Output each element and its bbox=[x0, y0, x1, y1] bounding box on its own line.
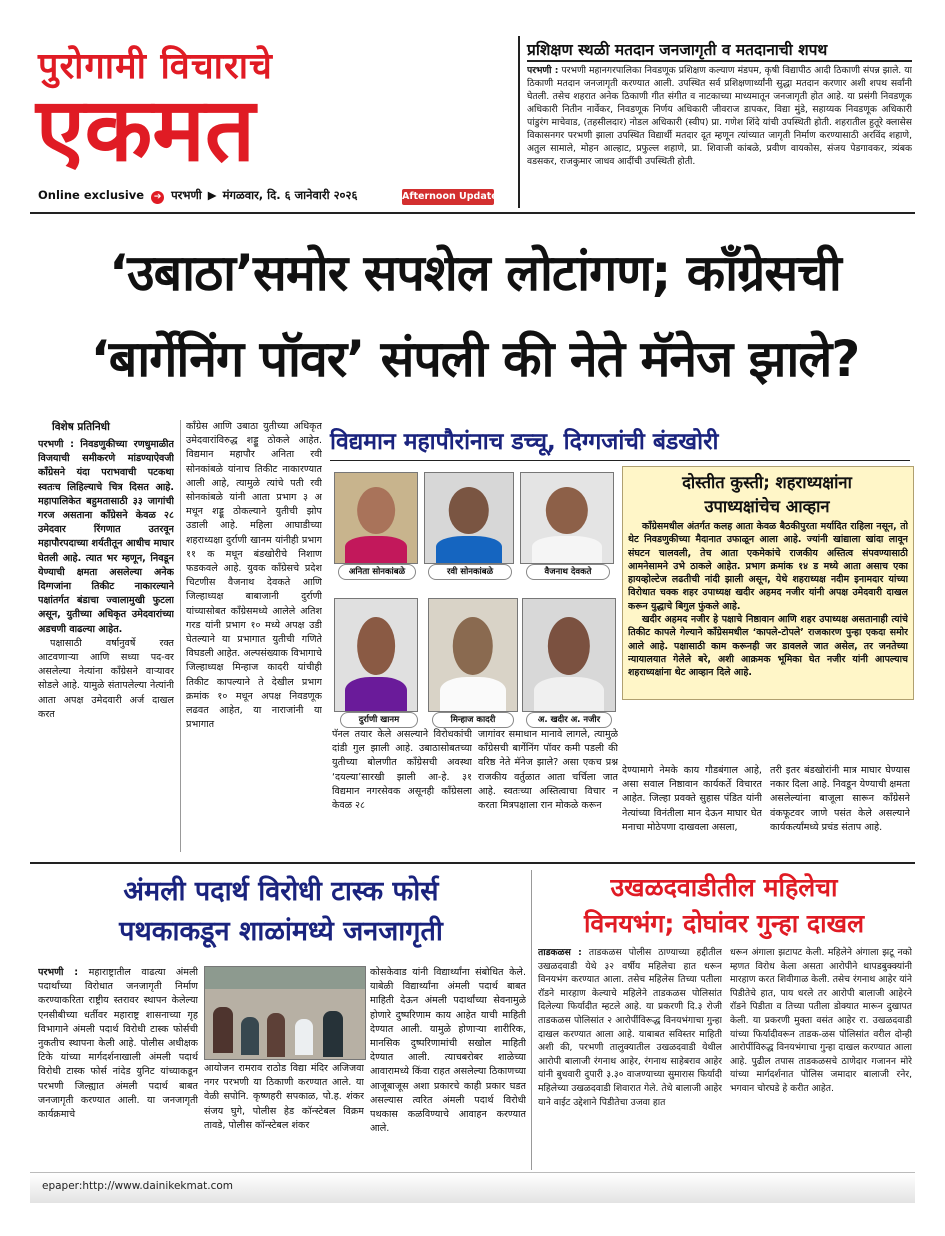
afternoon-update-badge: Afternoon Update bbox=[402, 189, 494, 205]
arrow-right-icon: ➔ bbox=[151, 191, 164, 204]
top-story-body bbox=[527, 64, 912, 206]
caption-6: अ. खदीर अ. नजीर bbox=[526, 712, 612, 728]
lead-column-4: जागांवर समाधान मानावे लागले, त्यामुळे काँग्रेसची बार्गेनिंग पॉवर कमी पडली की वरिष्ठ नेते मॅनेज झाले? असा एकच प्रश्न राजकीय वर्तुळात आता चर्चिला जात आहे. स्वतःच्या अस्तित्वाचा विचार न करता मित्रपक्षाला रान मोकळे करून bbox=[478, 729, 618, 812]
city-label: परभणी bbox=[171, 188, 202, 202]
lead-column-2: काँग्रेस आणि उबाठा युतीच्या अधिकृत उमेदवारांविरुद्ध शड्डू ठोकले आहेत. विद्यमान महापौर अनिता रवी सोनकांबळे यांनाच तिकीट नाकारण्यात आली आहे, त्यामुळे त्यांचे पती रवी सोनकांबळे यांनी आता प्रभाग ३ अ मधून शड्डू ठोकल्याने युतीची झोप उडाली आहे. महिला आघाडीच्या शहराध्यक्षा दुर्राणी खानम यांनीही प्रभाग ११ क मधून बंडखोरीचे निशाण फडकवले आहे. युवक काँग्रेसचे प्रदेश चिटणीस वैजनाथ देवकते आणि जिल्हाध्यक्ष बाबाजानी दुर्राणी यांच्यासोबत काँग्रेसमध्ये आलेले अतिश गरड यांनी प्रभाग १० मध्ये अपक्ष उडी घेतल्याने या प्रभागात युतीची गणिते विघडली आहेत. अल्पसंख्याक विभागाचे जिल्हाध्यक्ष मिन्हाज कादरी यांचीही तिकीट कापल्याने ते देखील प्रभाग क्रमांक १० मधून अपक्ष निवडणूक लढवत आहेत, या नाराजांनी या प्रभागात bbox=[186, 421, 322, 731]
main-headline-line2: ‘बार्गेनिंग पॉवर’ संपली की नेते मॅनेज झाले? bbox=[90, 330, 860, 388]
drug-story-col3: कोसकेवाड यांनी विद्यार्थ्यांना संबोधित केले. याबेळी विद्यार्थ्यांना अंमली पदार्थ बाबत माहिती देऊन अंमली पदार्थांच्या सेवनामुळे होणारे दुष्परिणाम काय आहेत याची माहिती देण्यात आली. यामुळे होणाऱ्या शारीरिक, मानसिक दुष्परिणामांची सखोल माहिती देण्यात आली. त्याचबरोबर शाळेच्या आवारामध्ये किंवा राहत असलेल्या ठिकाणच्या आजूबाजूस अशा प्रकारचे काही प्रकार घडत असल्यास त्वरित अंमली पदार्थ विरोधी पथकास कळविण्याचे आवाहन करण्यात आले. bbox=[370, 967, 526, 1135]
photo-ravi-sonkamble bbox=[424, 472, 514, 564]
box-para-1: काँग्रेसमधील अंतर्गत कलह आता केवळ बैठकीपुरता मर्यादित राहिला नसून, तो थेट निवडणुकीच्या मैदानात उफाळून आला आहे. ज्यांनी खांद्याला खांदा लावून संघटन चालवली, तेच आता एकमेकांचे राजकीय अस्तित्व संपवण्यासाठी आमनेसामने उभे ठाकले आहेत. प्रभाग क्रमांक १४ ड मध्ये आता असाच एका हायव्होल्टेज लढतीची नांदी झाली असून, येथे शहराध्यक्ष नदीम इनामदार यांच्या विरोधात चक्क शहर उपाध्यक्ष खदीर अहमद नजीर यांनी अपक्ष उमेदवारी दाखल करून युद्धाचे बिगुल फुंकले आहे. bbox=[628, 521, 908, 612]
masthead-title: एकमत bbox=[36, 78, 256, 181]
top-story-dateline: परभणी : bbox=[527, 65, 559, 76]
drug-story-text1: महाराष्ट्रातील वाढत्या अंमली पदार्थांच्या विरोधात जनजागृती निर्माण करण्याकरिता राष्ट्रीय स्तरावर स्थापन केलेल्या एनसीबीच्या धर्तीवर महाराष्ट्र शासनाच्या गृह विभागाने अंमली पदार्थ विरोधी टास्क फोर्सची नुकतीच स्थापना केली आहे. पोलीस अधीक्षक टिके यांच्या मार्गदर्शनाखाली अंमली पदार्थ विरोधी टास्क फोर्स नांदेड युनिट यांच्याकडून परभणी जिल्ह्यात अंमली पदार्थ बाबत जनजागृती करण्यात आली. या जनजागृती कार्यक्रमाचे bbox=[38, 967, 198, 1121]
lead-column-6: तरी इतर बंडखोरांनी मात्र माघार घेण्यास नकार दिला आहे. निवडून येण्याची क्षमता असलेल्यांना बाजूला सारून काँग्रेसने वंकफूटवर जाणे पसंत केले असल्याने कार्यकर्त्यांमध्ये प्रचंड संताप आहे. bbox=[770, 765, 910, 833]
masthead-tagline: पुरोगामी विचाराचे bbox=[38, 46, 273, 87]
online-exclusive-label: Online exclusive bbox=[38, 188, 145, 202]
drug-story-col2: आयोजन रामराव राठोड विद्या मंदिर अजिजवा नगर परभणी या ठिकाणी करण्यात आले. या वेळी सपोनि. कृष्णहरी सपकाळ, पो.ह. शंकर संजय घुगे, पोलीस हेड कॉन्स्टेबल विक्रम तावडे, पोलीस कॉन्स्टेबल शंकर bbox=[204, 1063, 364, 1131]
caption-2: रवी सोनकांबळे bbox=[428, 564, 512, 580]
lead-column-3: पॅनल तयार केले असल्याने विरोधकांची दांडी गुल झाली आहे. उबाठासोबतच्या युतीच्या बोलणीत काँग्रेसची अवस्था ‘दयल्या’सारखी झाली आ-हे. ३१ विद्यमान नगरसेवक असूनही काँग्रेसला केवळ २८ bbox=[332, 729, 472, 812]
molest-story-headline-2: विनयभंग; दोघांवर गुन्हा दाखल bbox=[583, 909, 865, 938]
caption-1: अनिता सोनकांबळे bbox=[338, 564, 416, 580]
box-para-2: खदीर अहमद नजीर हे पक्षाचे निष्ठावान आणि शहर उपाध्यक्ष असतानाही त्यांचे तिकीट कापले गेल्याने काँग्रेसमधील ‘कापले-टोपले’ राजकारण पुन्हा एकदा समोर आले आहे. पक्षासाठी काम करूनही जर डावलले जात असेल, तर जनतेच्या न्यायालयात गेलेले बरे, अशी आक्रमक भूमिका घेत नजीर यांनी आपल्याच शहराध्यक्षांना थेट आव्हान दिले आहे. bbox=[628, 614, 908, 679]
drug-story-dateline: परभणी : bbox=[38, 967, 79, 978]
molest-story-headline-1: उखळदवाडीतील महिलेचा bbox=[610, 873, 838, 902]
photo-vaijnath-devkate bbox=[520, 472, 614, 564]
lead-intro: निवडणुकीच्या रणधुमाळीत विजयाची समीकरणे मांडण्याऐवजी काँग्रेसने यंदा पराभवाची पटकथा स्वतःच लिहिल्याचे चित्र दिसत आहे. महापालिकेत बहुमतासाठी ३३ जागांची गरज असताना काँग्रेसने केवळ २८ उमेदवार रिंगणात उतरवून महापौरपदाच्या शर्यतीतून आधीच माघार घेतली आहे. त्यात भर म्हणून, निवडून येण्याची क्षमता असलेल्या अनेक दिग्गजांना तिकीट नाकारल्याने पक्षांतर्गत बंडाचा ज्वालामुखी फुटला असून, युतीच्या अधिकृत उमेदवारांच्या अडचणी वाढल्या आहेत. bbox=[38, 439, 174, 635]
lead-col1-rest: पक्षासाठी वर्षानुवर्षे रक्त आटवणाऱ्या आणि सध्या पद-वर असलेल्या नेत्यांना काँग्रेसने वाऱ्यावर सोडले आहे. यामुळे संतापलेल्या नेत्यांनी आता अपक्ष उमेदवारी अर्ज दाखल करत bbox=[38, 637, 174, 720]
molest-story-text1: ताडकळस पोलीस ठाण्याच्या हद्दीतील उखळदवाडी येथे ३२ वर्षीय महिलेचा हात धरून विनयभंग करण्यात आला. तसेच महिलेस तिच्या पतीला रॉडने मारहाण केल्याचे महिलेने ताडकळस पोलिसांत दिलेल्या फिर्यादीत म्हटले आहे. या प्रकरणी दि.३ रोजी ताडकळस पोलिसांत २ आरोपींविरूद्ध विनयभंगाचा गुन्हा दाखल करण्यात आला आहे. याबाबत सविस्तर माहिती अशी की, परभणी तालुक्यातील उखळदवाडी येथील आरोपी बालाजी रंगनाथ आहेर, रंगनाथ साहेबराव आहेर यांनी बुधवारी दुपारी ३.३० वाजण्याच्या सुमारास फिर्यादी महिलेच्या उखळदवाडी शिवारात गेले. तेथे बालाजी आहेर याने वाईट उद्देशाने पिडीतेचा उजवा हात bbox=[538, 947, 722, 1108]
bottom-vertical-divider bbox=[531, 870, 532, 1170]
lead-column-1 bbox=[38, 438, 174, 854]
molest-story-col1 bbox=[538, 946, 722, 1166]
issue-date: मंगळवार, दि. ६ जानेवारी २०२६ bbox=[222, 188, 358, 202]
play-icon: ▶ bbox=[207, 188, 217, 202]
photo-minhaj-kadri bbox=[428, 598, 518, 712]
top-story-headline: प्रशिक्षण स्थळी मतदान जनजागृती व मतदानाची शपथ bbox=[527, 41, 828, 59]
molest-story-dateline: ताडकळस : bbox=[538, 947, 582, 958]
drug-story-headline-1: अंमली पदार्थ विरोधी टास्क फोर्स bbox=[123, 876, 439, 907]
caption-5: मिन्हाज कादरी bbox=[432, 712, 514, 728]
molest-story-col2: धरून अंगाला झटापट केली. महिलेने अंगाला झटू नको म्हणत विरोध केला असता आरोपीने थापडबुक्क्यांनी मारहाण करत शिवीगाळ केली. तसेच रंगनाथ आहेर यांने पिडीतेचे हात, पाय धरले तर आरोपी बालाजी आहेरने रॉडने पिडीता व तिच्या पतीला डोक्यात मारून दुखापत केली. या प्रकरणी मुक्ता वसंत आहेर रा. उखळदवाडी यांच्या फिर्यादीवरून ताडक-ळस पोलिसांत वरील दोन्ही आरोपींविरुद्ध विनयभंगाचा गुन्हा दाखल करण्यात आला आहे. पुढील तपास ताडकळसचे ठाणेदार गजानन मोरे यांच्या मार्गदर्शनात पोलिस जमादार बालाजी रनेर, भगवान चोरघडे हे करीत आहेत. bbox=[730, 947, 912, 1094]
box-headline-1: दोस्तीत कुस्ती; शहराध्यक्षांना bbox=[682, 473, 852, 492]
drug-story-col1 bbox=[38, 966, 198, 1166]
lead-dateline: परभणी : bbox=[38, 439, 74, 450]
top-story-text: परभणी महानगरपालिका निवडणूक प्रशिक्षण कल्याण मंडपम, कृषी विद्यापीठ आदी ठिकाणी संपन्न झाले. या ठिकाणी मतदान जनजागृती करण्यात आली. उपस्थित सर्व प्रशिक्षणार्थ्यांनी सुद्धा मतदान करणार अशी शपथ सर्वांनी घेतली. तसेच शहरात अनेक ठिकाणी गीत संगीत व नाटकाच्या माध्यमातून जनजागृती होत आहे. या प्रसंगी निवडणूक अधिकारी नितीन नार्वेकर, निवडणूक निर्णय अधिकारी जीवराज डापकर, विद्या मुंडे, सहाय्यक निवडणूक अधिकारी पांडुरंग माचेवाड, (तहसीलदार) नोडल अधिकारी (स्वीप) प्रा. गणेश शिंदे यांची उपस्थिती होती. शहरातील हुतूरे क्लासेस विकासनगर परभणी झाला उपस्थित विद्यार्थी मतदार दूत म्हणून त्यांच्यात जागृती निर्माण करण्यासाठी अरविंद शहाणे, अतुल सामाले, मोहन आल्हाट, प्रफुल्ल शहाणे, प्रा. शिवाजी कांबळे, प्रवीण वायकोस, संजय पेडगावकर, त्र्यंबक वडसकर, राजकुमार जाधव आदींची उपस्थिती होती. bbox=[527, 65, 912, 167]
lead-column-5: देण्यामागे नेमके काय गौडबंगाल आहे, असा सवाल निष्ठावान कार्यकर्ते विचारत आहेत. जिल्हा प्रवक्ते सुहास पंडित यांनी नेत्यांच्या विनंतीला मान देऊन माघार घेत मनाचा मोठेपणा दाखवला असला, bbox=[622, 765, 762, 833]
photo-durrani-khanam bbox=[334, 598, 418, 712]
caption-3: वैजनाथ देवकते bbox=[526, 564, 610, 580]
masthead-bottom-rule bbox=[30, 212, 915, 214]
lead-byline: विशेष प्रतिनिधी bbox=[52, 421, 110, 433]
caption-4: दुर्राणी खानम bbox=[340, 712, 418, 728]
box-story-body bbox=[628, 520, 908, 696]
sub-headline: विद्यमान महापौरांनाच डच्चू, दिग्गजांची बंडखोरी bbox=[330, 424, 910, 461]
box-headline-2: उपाध्यक्षांचेच आव्हान bbox=[704, 497, 830, 516]
section-rule-bottom bbox=[30, 862, 915, 864]
column-divider bbox=[180, 420, 181, 852]
drug-story-headline-2: पथकाकडून शाळांमध्ये जनजागृती bbox=[119, 916, 443, 947]
main-headline-line1: ‘उबाठा’समोर सपशेल लोटांगण; काँग्रेसची bbox=[109, 244, 841, 302]
photo-khadir-najir bbox=[522, 598, 616, 712]
top-story-divider bbox=[527, 60, 912, 62]
photo-school-awareness bbox=[204, 966, 366, 1060]
photo-anita-sonkamble bbox=[334, 472, 418, 564]
footer-epaper-link[interactable]: epaper:http://www.dainikekmat.com bbox=[42, 1180, 234, 1192]
